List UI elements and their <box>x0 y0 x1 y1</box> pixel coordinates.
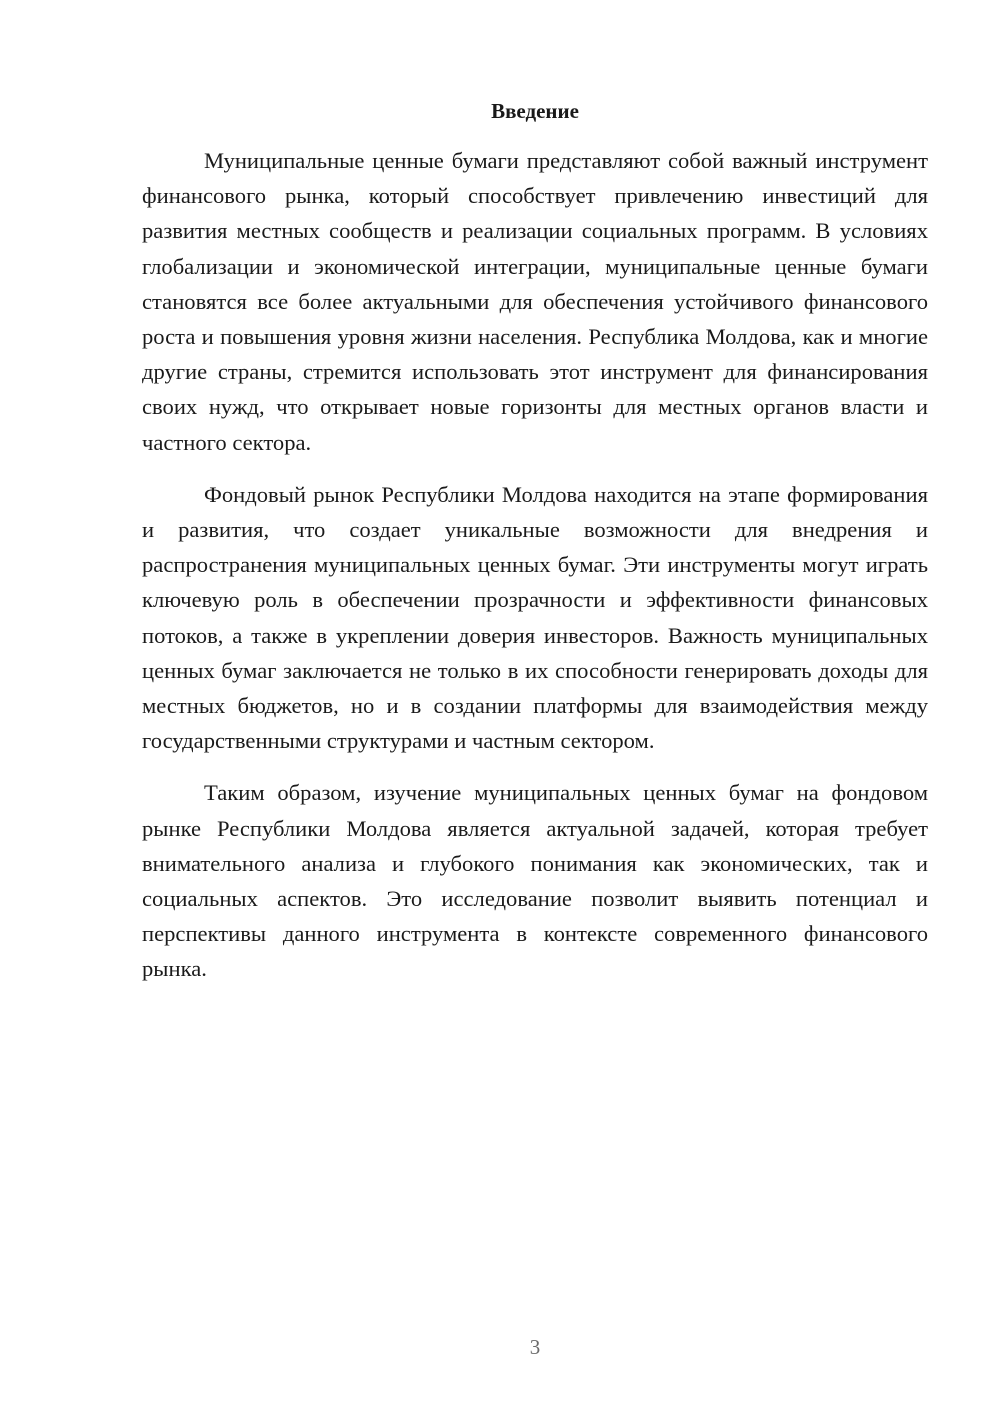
paragraph-1: Муниципальные ценные бумаги представляют собой важный инструмент финансового рынка, который способствует привлечению инвестиций для развития местных сообществ и реализации социальных программ. В условиях глобализации и экономической интеграции, муниципальные ценные бумаги становятся все более актуальными для обеспечения устойчивого финансового роста и повышения уровня жизни населения. Республика Молдова, как и многие другие страны, стремится использовать этот инструмент для финансирования своих нужд, что открывает новые горизонты для местных органов власти и частного сектора. <box>142 148 928 455</box>
body-text <box>142 143 928 1004</box>
paragraph-3: Таким образом, изучение муниципальных ценных бумаг на фондовом рынке Республики Молдова является актуальной задачей, которая требует внимательного анализа и глубокого понимания как экономических, так и социальных аспектов. Это исследование позволит выявить потенциал и перспективы данного инструмента в контексте современного финансового рынка. <box>142 780 928 982</box>
page-number: 3 <box>529 1335 541 1359</box>
paragraph-2: Фондовый рынок Республики Молдова находится на этапе формирования и развития, что создает уникальные возможности для внедрения и распространения муниципальных ценных бумаг. Эти инструменты могут играть ключевую роль в обеспечении прозрачности и эффективности финансовых потоков, а также в укреплении доверия инвесторов. Важность муниципальных ценных бумаг заключается не только в их способности генерировать доходы для местных бюджетов, но и в создании платформы для взаимодействия между государственными структурами и частным сектором. <box>142 481 928 754</box>
section-heading: Введение <box>491 99 579 123</box>
